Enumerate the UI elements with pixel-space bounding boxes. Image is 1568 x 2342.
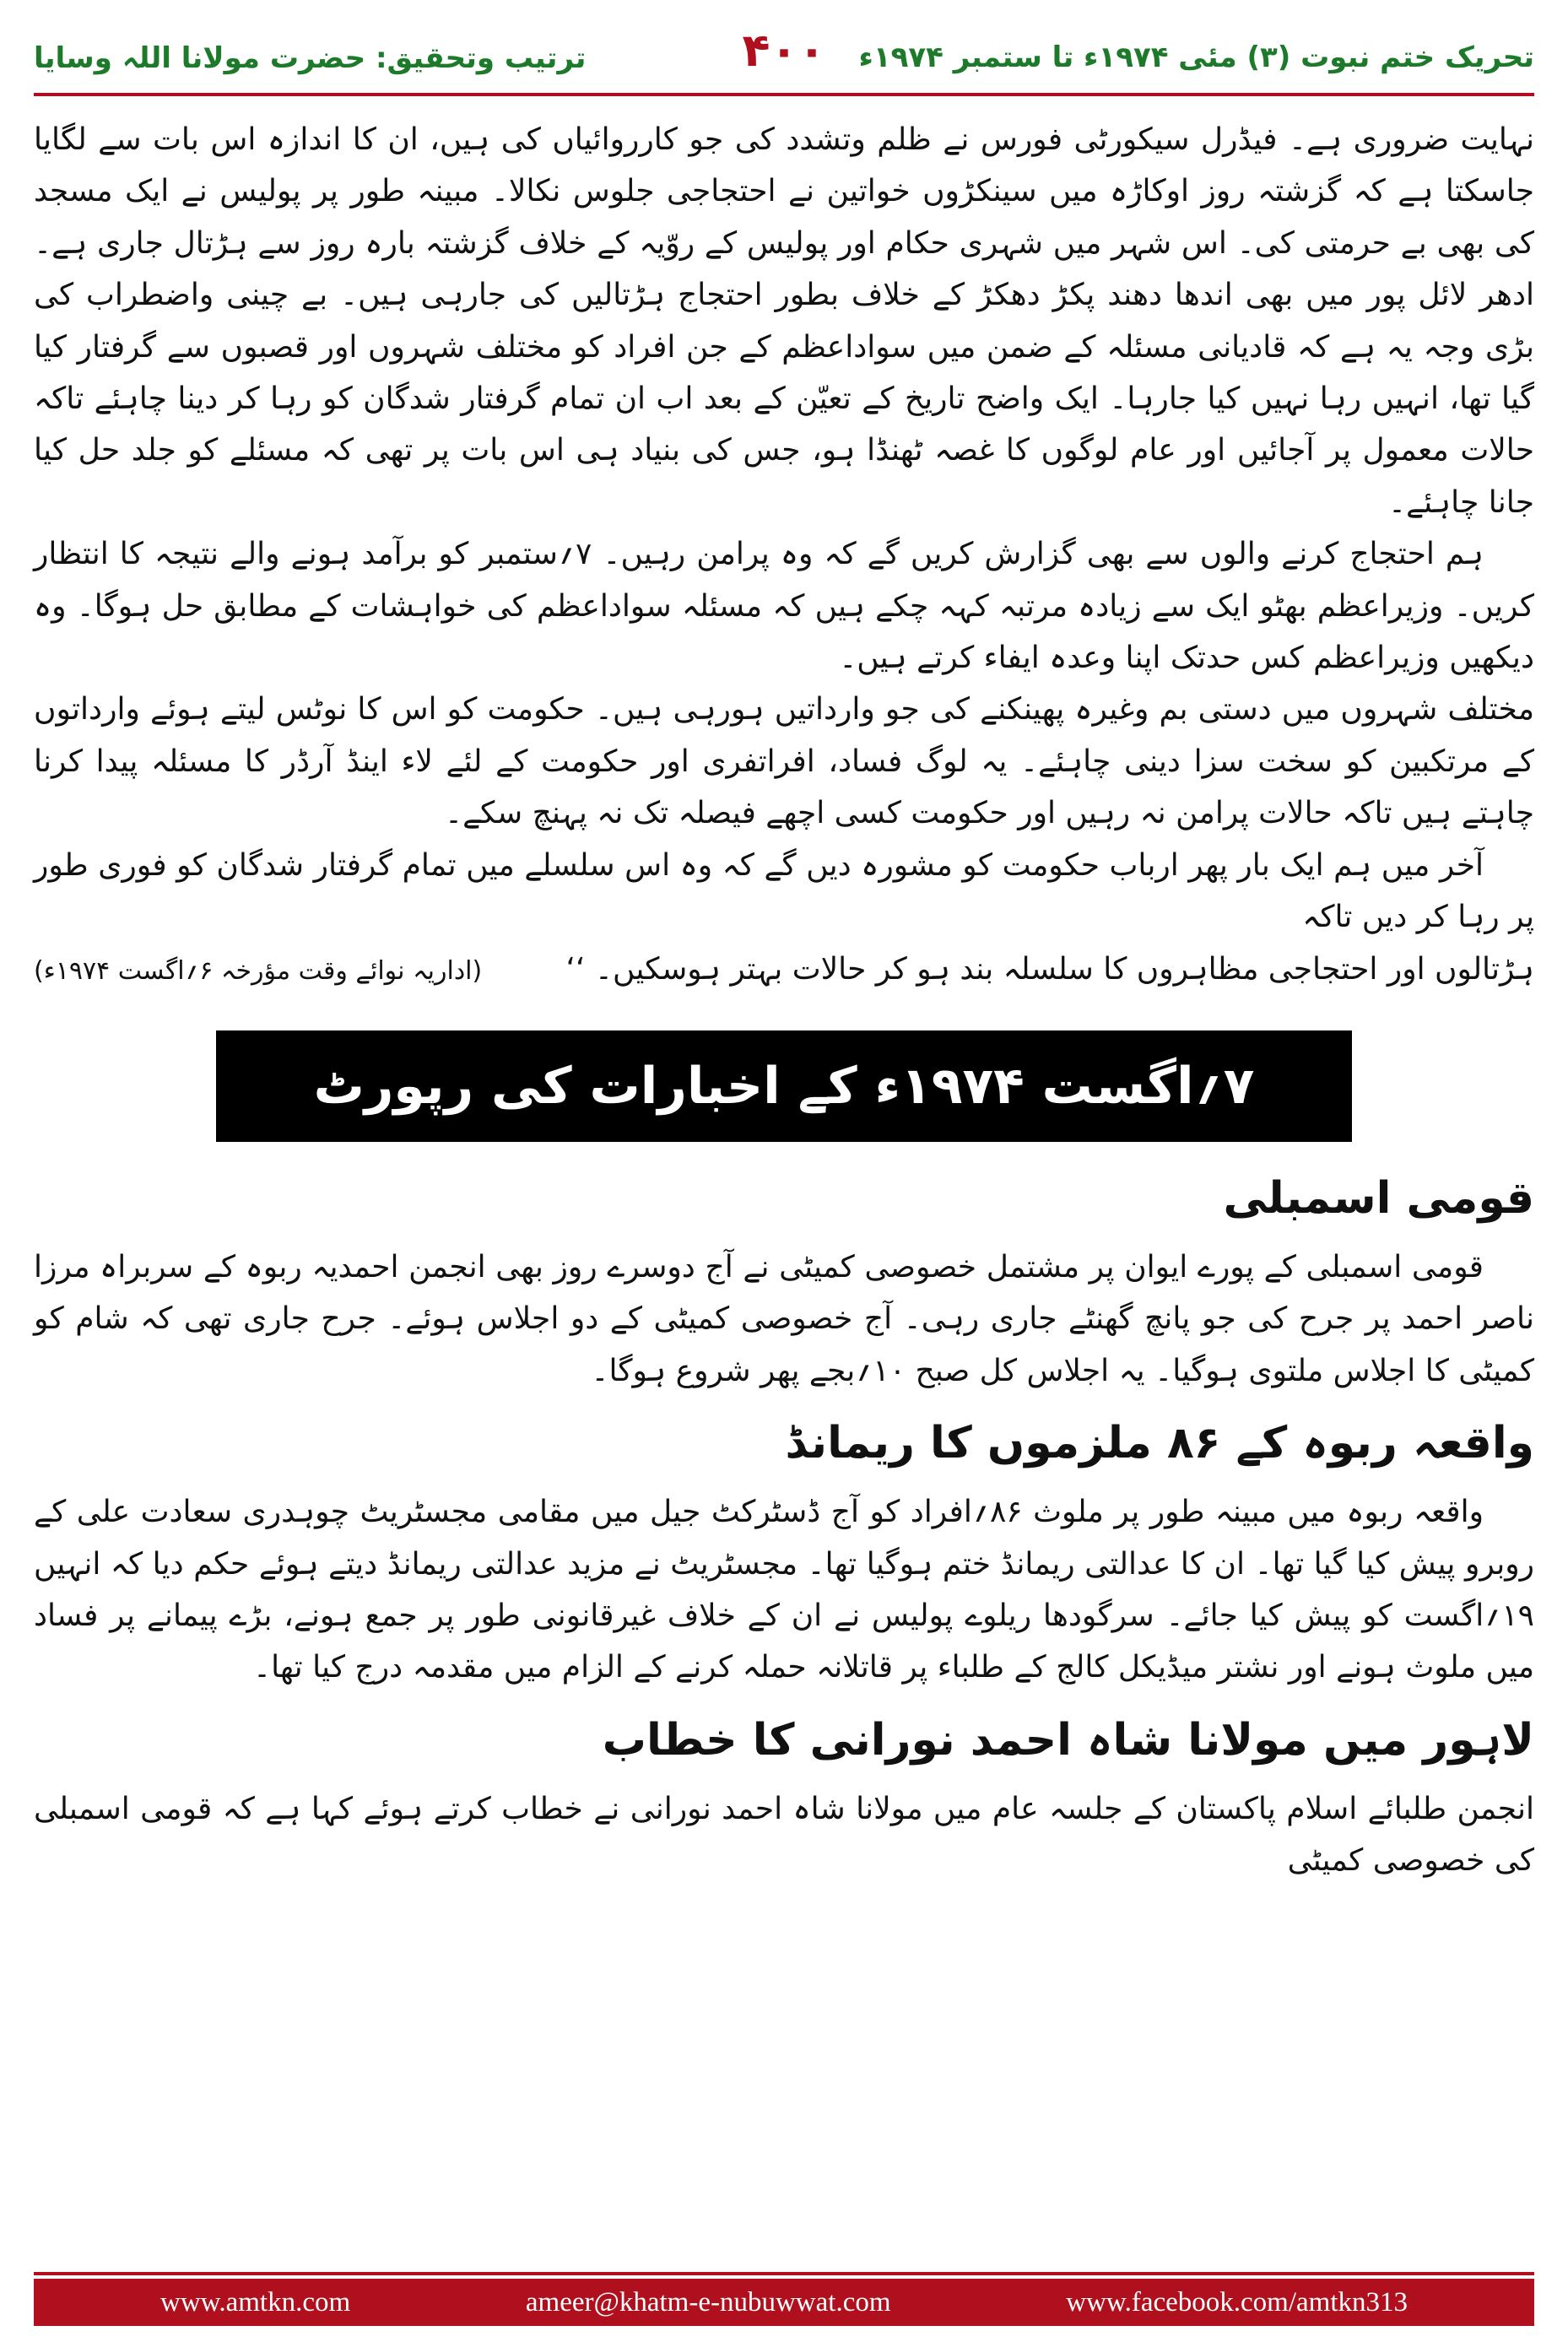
section-body: قومی اسمبلی کے پورے ایوان پر مشتمل خصوصی کمیٹی نے آج دوسرے روز بھی انجمن احمدیہ ربوہ کے سربراہ مرزا ناصر احمد پر جرح کی جو پانچ گھنٹے جاری رہی۔ آج خصوصی کمیٹی کے دو اجلاس ہوئے۔ جرح جاری تھی کہ شام کو کمیٹی کا اجلاس ملتوی ہوگیا۔ یہ اجلاس کل صبح ۱۰؍بجے پھر شروع ہوگا۔ [34, 1249, 1534, 1388]
page-footer [34, 2279, 1534, 2326]
section-banner: ۷؍اگست ۱۹۷۴ء کے اخبارات کی رپورٹ [216, 1030, 1352, 1142]
page-header [34, 15, 1534, 88]
section-body: واقعہ ربوہ میں مبینہ طور پر ملوث ۸۶؍افراد کو آج ڈسٹرکٹ جیل میں مقامی مجسٹریٹ چوہدری سعادت علی کے روبرو پیش کیا گیا تھا۔ ان کا عدالتی ریمانڈ ختم ہوگیا تھا۔ مجسٹریٹ نے مزید عدالتی ریمانڈ دیتے ہوئے حکم دیا کہ انہیں ۱۹؍اگست کو پیش کیا جائے۔ سرگودھا ریلوے پولیس نے ان کے خلاف غیرقانونی طور پر جمع ہونے، بڑے پیمانے پر فساد میں ملوث ہونے اور نشتر میڈیکل کالج کے طلباء پر قاتلانہ حملہ کرنے کے الزام میں مقدمہ درج کیا تھا۔ [34, 1495, 1534, 1685]
section-heading: لاہور میں مولانا شاہ احمد نورانی کا خطاب [602, 1714, 1534, 1766]
paragraph: مختلف شہروں میں دستی بم وغیرہ پھینکنے کی جو وارداتیں ہورہی ہیں۔ حکومت کو اس کا نوٹس لیتے ہوئے وارداتوں کے مرتکبین کو سخت سزا دینی چاہئے۔ یہ لوگ فساد، افراتفری اور حکومت کے لئے لاء اینڈ آرڈر کا مسئلہ پیدا کرنا چاہتے ہیں تاکہ حالات پرامن نہ رہیں اور حکومت کسی اچھے فیصلہ تک نہ پہنچ سکے۔ [34, 692, 1534, 831]
compiler-credit: ترتیب وتحقیق: حضرت مولانا اللہ وسایا [34, 41, 587, 75]
section-body: انجمن طلبائے اسلام پاکستان کے جلسہ عام میں مولانا شاہ احمد نورانی نے خطاب کرتے ہوئے کہا ہے کہ قومی اسمبلی کی خصوصی کمیٹی [34, 1791, 1534, 1879]
closing-line-row [34, 944, 1534, 997]
book-title: تحریک ختم نبوت (۳) مئی ۱۹۷۴ء تا ستمبر ۱۹۷۴ء [858, 41, 1534, 74]
header-rule [34, 93, 1534, 96]
section-heading: واقعہ ربوہ کے ۸۶ ملزموں کا ریمانڈ [785, 1418, 1534, 1469]
page-number: ۴۰۰ [742, 24, 826, 77]
source-citation: (اداریہ نوائے وقت مؤرخہ ۶؍اگست ۱۹۷۴ء) [34, 955, 483, 986]
page-content [34, 114, 1534, 1887]
closing-paragraph: آخر میں ہم ایک بار پھر ارباب حکومت کو مشورہ دیں گے کہ وہ اس سلسلے میں تمام گرفتار شدگان کو فوری طور پر رہا کر دیں تاکہ [34, 847, 1534, 935]
paragraph: ہم احتجاج کرنے والوں سے بھی گزارش کریں گے کہ وہ پرامن رہیں۔ ۷؍ستمبر کو برآمد ہونے والے نتیجہ کا انتظار کریں۔ وزیراعظم بھٹو ایک سے زیادہ مرتبہ کہہ چکے ہیں کہ مسئلہ سواداعظم کی خواہشات کے مطابق حل ہوگا۔ وہ دیکھیں وزیراعظم کس حدتک اپنا وعدہ ایفاء کرتے ہیں۔ [34, 537, 1534, 676]
email-link[interactable]: ameer@khatm-e-nubuwwat.com [525, 2286, 891, 2318]
website-link[interactable]: www.amtkn.com [160, 2286, 351, 2318]
closing-line: ہڑتالوں اور احتجاجی مظاہروں کا سلسلہ بند ہو کر حالات بہتر ہوسکیں۔ ‘‘ [565, 951, 1534, 987]
facebook-link[interactable]: www.facebook.com/amtkn313 [1066, 2286, 1408, 2318]
section-heading: قومی اسمبلی [1223, 1172, 1534, 1224]
paragraph: نہایت ضروری ہے۔ فیڈرل سیکورٹی فورس نے ظلم وتشدد کی جو کارروائیاں کی ہیں، ان کا اندازہ اس بات سے لگایا جاسکتا ہے کہ گزشتہ روز اوکاڑہ میں سینکڑوں خواتین نے احتجاجی جلوس نکالا۔ مبینہ طور پر پولیس نے ایک مسجد کی بھی بے حرمتی کی۔ اس شہر میں شہری حکام اور پولیس کے روّیہ کے خلاف گزشتہ بارہ روز سے ہڑتال جاری ہے۔ ادھر لائل پور میں بھی اندھا دھند پکڑ دھکڑ کے خلاف بطور احتجاج ہڑتالیں کی جارہی ہیں۔ بے چینی واضطراب کی بڑی وجہ یہ ہے کہ قادیانی مسئلہ کے ضمن میں سواداعظم کے جن افراد کو مختلف شہروں اور قصبوں سے گرفتار کیا گیا تھا، انہیں رہا نہیں کیا جارہا۔ ایک واضح تاریخ کے تعیّن کے بعد اب ان تمام گرفتار شدگان کو رہا کر دینا چاہئے تاکہ حالات معمول پر آجائیں اور عام لوگوں کا غصہ ٹھنڈا ہو، جس کی بنیاد ہی اس بات پر تھی کہ مسئلے کو جلد حل کیا جانا چاہئے۔ [34, 122, 1534, 520]
footer-rule [34, 2272, 1534, 2275]
